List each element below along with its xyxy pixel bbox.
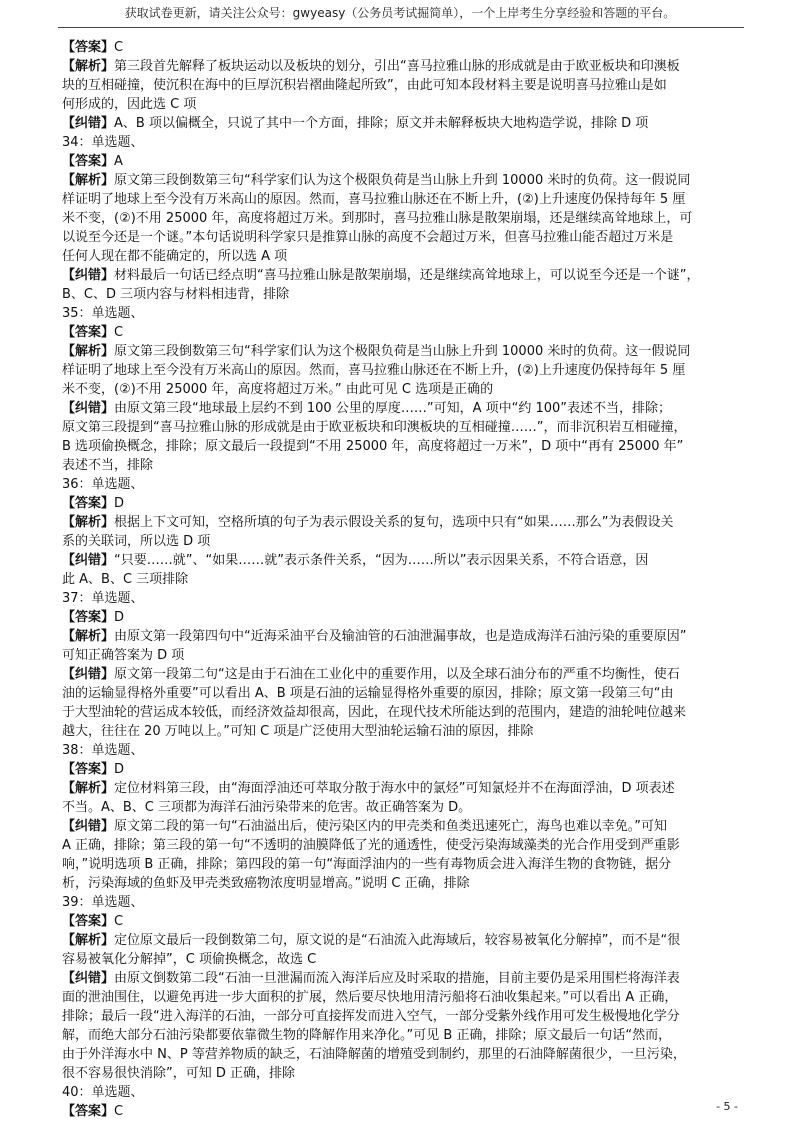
text-line <box>62 817 746 836</box>
text-line <box>62 855 746 874</box>
line-text: 34：单选题、 <box>62 135 144 150</box>
text-line <box>62 437 746 456</box>
line-text: 米不变，(②)不用 25000 年，高度将超过万米。到那时，喜马拉雅山脉是散架崩塌，还是继续高耸地球上，可 <box>62 211 693 226</box>
line-text: 定位原文最后一段倒数第二句，原文说的是“石油流入此海域后，较容易被氧化分解掉”，而不是“很 <box>114 933 681 948</box>
section-tag: 【答案】 <box>62 610 115 625</box>
text-line <box>62 1007 746 1026</box>
text-line <box>62 703 746 722</box>
text-line <box>62 114 746 133</box>
section-tag: 【答案】 <box>62 496 115 511</box>
section-tag: 【纠错】 <box>62 401 115 416</box>
line-text: 材料最后一句话已经点明“喜马拉雅山脉是散架崩塌，还是继续高耸地球上，可以说至今还是一个谜”， <box>114 268 700 283</box>
text-line <box>62 399 746 418</box>
text-line <box>62 266 746 285</box>
text-line <box>62 741 746 760</box>
line-text: 面的泄油围住，以避免再进一步大面积的扩展，然后要尽快地用清污船将石油收集起来。”可以看出 A 正确， <box>62 990 678 1005</box>
line-text: 原文第三段提到“喜马拉雅山脉的形成就是由于欧亚板块和印澳板块的互相碰撞……”，而非沉积岩互相碰撞， <box>62 420 687 435</box>
line-text: C <box>114 325 124 340</box>
text-line <box>62 646 746 665</box>
line-text: 响，”说明选项 B 正确，排除；第四段的第一句“海面浮油内的一些有毒物质会进入海洋生物的食物链，据分 <box>62 857 672 872</box>
text-line <box>62 1102 746 1121</box>
text-line <box>62 684 746 703</box>
section-tag: 【答案】 <box>62 762 115 777</box>
line-text: 不当。A、B、C 三项都为海洋石油污染带来的危害。故正确答案为 D。 <box>62 800 472 815</box>
line-text: 米不变，(②)不用 25000 年，高度将超过万米。” 由此可见 C 选项是正确的 <box>62 382 494 397</box>
section-tag: 【解析】 <box>62 59 115 74</box>
line-text: 析，污染海域的鱼虾及甲壳类致癌物浓度明显增高。”说明 C 正确，排除 <box>62 876 470 891</box>
line-text: D <box>114 762 125 777</box>
text-line <box>62 494 746 513</box>
line-text: 可知正确答案为 D 项 <box>62 648 185 663</box>
line-text: 由原文第一段第四句中“近海采油平台及输油管的石油泄漏事故，也是造成海洋石油污染的重要原因” <box>114 629 687 644</box>
text-line <box>62 171 746 190</box>
text-line <box>62 133 746 152</box>
text-line <box>62 304 746 323</box>
text-line <box>62 969 746 988</box>
section-tag: 【纠错】 <box>62 819 115 834</box>
text-line <box>62 456 746 475</box>
line-text: 40：单选题、 <box>62 1085 144 1100</box>
text-line <box>62 950 746 969</box>
text-line <box>62 551 746 570</box>
line-text: 样证明了地球上至今没有万米高山的原因。然而，喜马拉雅山脉还在不断上升，(②)上升速度仍保持每年 5 厘 <box>62 363 686 378</box>
line-text: “只要……就”、“如果……就”表示条件关系，“因为……所以”表示因果关系，不符合语意，因 <box>114 553 649 568</box>
text-line <box>62 380 746 399</box>
text-line <box>62 722 746 741</box>
text-line <box>62 779 746 798</box>
line-text: 由原文第三段“地球最上层约不到 100 公里的厚度……”可知，A 项中“约 100”表述不当，排除； <box>114 401 672 416</box>
text-line <box>62 57 746 76</box>
line-text: B、C、D 三项内容与材料相违背，排除 <box>62 287 290 302</box>
line-text: 39：单选题、 <box>62 895 144 910</box>
text-line <box>62 38 746 57</box>
line-text: 越大，往往在 20 万吨以上。”可知 C 项是广泛使用大型油轮运输石油的原因，排除 <box>62 724 534 739</box>
section-tag: 【纠错】 <box>62 553 115 568</box>
line-text: 由于外洋海水中 N、P 等营养物质的缺乏，石油降解菌的增殖受到制约，那里的石油降解菌很少，一旦污染， <box>62 1047 686 1062</box>
text-line <box>62 190 746 209</box>
line-text: C <box>114 1104 124 1119</box>
line-text: 原文第一段第二句“这是由于石油在工业化中的重要作用，以及全球石油分布的严重不均衡性，使石 <box>114 667 680 682</box>
line-text: 原文第三段倒数第三句“科学家们认为这个极限负荷是当山脉上升到 10000 米时的负荷。这一假说同 <box>114 344 691 359</box>
line-text: 第三段首先解释了板块运动以及板块的划分，引出“喜马拉雅山脉的形成就是由于欧亚板块和印澳板 <box>114 59 680 74</box>
text-line <box>62 95 746 114</box>
line-text: 任何人现在都不能确定的，所以选 A 项 <box>62 249 288 264</box>
text-line <box>62 247 746 266</box>
line-text: 由原文倒数第二段“石油一旦泄漏而流入海洋后应及时采取的措施，目前主要仍是采用围栏将海洋表 <box>114 971 680 986</box>
section-tag: 【解析】 <box>62 344 115 359</box>
text-line <box>62 532 746 551</box>
line-text: 解，而绝大部分石油污染都要依靠微生物的降解作用来净化。”可见 B 正确，排除；原文最后一句话“然而， <box>62 1028 672 1043</box>
line-text: 原文第二段的第一句“石油溢出后，使污染区内的甲壳类和鱼类迅速死亡，海鸟也难以幸免。”可知 <box>114 819 667 834</box>
text-line <box>62 665 746 684</box>
text-line <box>62 760 746 779</box>
text-line <box>62 76 746 95</box>
text-line <box>62 912 746 931</box>
section-tag: 【答案】 <box>62 914 115 929</box>
section-tag: 【解析】 <box>62 173 115 188</box>
text-line <box>62 798 746 817</box>
line-text: 于大型油轮的营运成本较低，而经济效益却很高，因此，在现代技术所能达到的范围内，建造的油轮吨位越来 <box>62 705 687 720</box>
line-text: A、B 项以偏概全，只说了其中一个方面，排除；原文并未解释板块大地构造学说，排除 D 项 <box>114 116 649 131</box>
text-line <box>62 589 746 608</box>
line-text: 定位材料第三段，由“海面浮油还可萃取分散于海水中的氯烃”可知氯烃并不在海面浮油，D 项表述 <box>114 781 675 796</box>
line-text: 何形成的，因此选 C 项 <box>62 97 197 112</box>
section-tag: 【解析】 <box>62 781 115 796</box>
text-line <box>62 874 746 893</box>
text-line <box>62 342 746 361</box>
page-number: - 5 - <box>716 1100 738 1113</box>
section-tag: 【答案】 <box>62 325 115 340</box>
text-line <box>62 152 746 171</box>
text-line <box>62 893 746 912</box>
line-text: 油的运输显得格外重要”可以看出 A、B 项是石油的运输显得格外重要的原因，排除；原文第一段第三句“由 <box>62 686 674 701</box>
line-text: A <box>114 154 123 169</box>
line-text: 样证明了地球上至今没有万米高山的原因。然而，喜马拉雅山脉还在不断上升，(②)上升速度仍保持每年 5 厘 <box>62 192 686 207</box>
text-line <box>62 1083 746 1102</box>
line-text: D <box>114 496 125 511</box>
text-line <box>62 1026 746 1045</box>
section-tag: 【答案】 <box>62 154 115 169</box>
line-text: 表述不当，排除 <box>62 458 154 473</box>
line-text: 很不容易很快消除”，可知 D 正确，排除 <box>62 1066 296 1081</box>
text-line <box>62 570 746 589</box>
section-tag: 【纠错】 <box>62 667 115 682</box>
line-text: 38：单选题、 <box>62 743 144 758</box>
header-divider <box>58 27 744 28</box>
text-line <box>62 209 746 228</box>
line-text: A 正确，排除；第三段的第一句“不透明的油膜降低了光的通透性，使受污染海域藻类的光合作用受到严重影 <box>62 838 680 853</box>
section-tag: 【答案】 <box>62 40 115 55</box>
page-header: 获取试卷更新，请关注公众号：gwyeasy（公务员考试掘简单），一个上岸考生分享经验和答题的平台。 <box>124 6 676 20</box>
line-text: D <box>114 610 125 625</box>
text-line <box>62 1064 746 1083</box>
text-line <box>62 323 746 342</box>
text-line <box>62 475 746 494</box>
text-line <box>62 988 746 1007</box>
line-text: 35：单选题、 <box>62 306 144 321</box>
section-tag: 【纠错】 <box>62 116 115 131</box>
line-text: 排除；最后一段“进入海洋的石油，一部分可直接挥发而进入空气，一部分受紫外线作用可发生极慢地化学分 <box>62 1009 680 1024</box>
line-text: 此 A、B、C 三项排除 <box>62 572 189 587</box>
line-text: 块的互相碰撞，使沉积在海中的巨厚沉积岩褶曲隆起所致”，由此可知本段材料主要是说明喜马拉雅山是如 <box>62 78 667 93</box>
section-tag: 【纠错】 <box>62 268 115 283</box>
text-line <box>62 228 746 247</box>
section-tag: 【解析】 <box>62 629 115 644</box>
section-tag: 【答案】 <box>62 1104 115 1119</box>
section-tag: 【解析】 <box>62 515 115 530</box>
text-line <box>62 608 746 627</box>
section-tag: 【解析】 <box>62 933 115 948</box>
text-line <box>62 513 746 532</box>
text-line <box>62 931 746 950</box>
line-text: 系的关联词，所以选 D 项 <box>62 534 211 549</box>
text-line <box>62 1045 746 1064</box>
text-line <box>62 361 746 380</box>
text-line <box>62 418 746 437</box>
line-text: 容易被氧化分解掉”，C 项偷换概念，故选 C <box>62 952 317 967</box>
line-text: 以说至今还是一个谜。”本句话说明科学家只是推算山脉的高度不会超过万米，但喜马拉雅山能否超过万米是 <box>62 230 674 245</box>
text-line <box>62 627 746 646</box>
document-body <box>62 38 746 1121</box>
text-line <box>62 836 746 855</box>
line-text: 37：单选题、 <box>62 591 144 606</box>
line-text: B 选项偷换概念，排除；原文最后一段提到“不用 25000 年，高度将超过一万米”，D 项中“再有 25000 年” <box>62 439 684 454</box>
line-text: 原文第三段倒数第三句“科学家们认为这个极限负荷是当山脉上升到 10000 米时的负荷。这一假说同 <box>114 173 691 188</box>
text-line <box>62 285 746 304</box>
line-text: C <box>114 914 124 929</box>
section-tag: 【纠错】 <box>62 971 115 986</box>
line-text: C <box>114 40 124 55</box>
line-text: 36：单选题、 <box>62 477 144 492</box>
line-text: 根据上下文可知，空格所填的句子为表示假设关系的复句，选项中只有“如果……那么”为表假设关 <box>114 515 674 530</box>
